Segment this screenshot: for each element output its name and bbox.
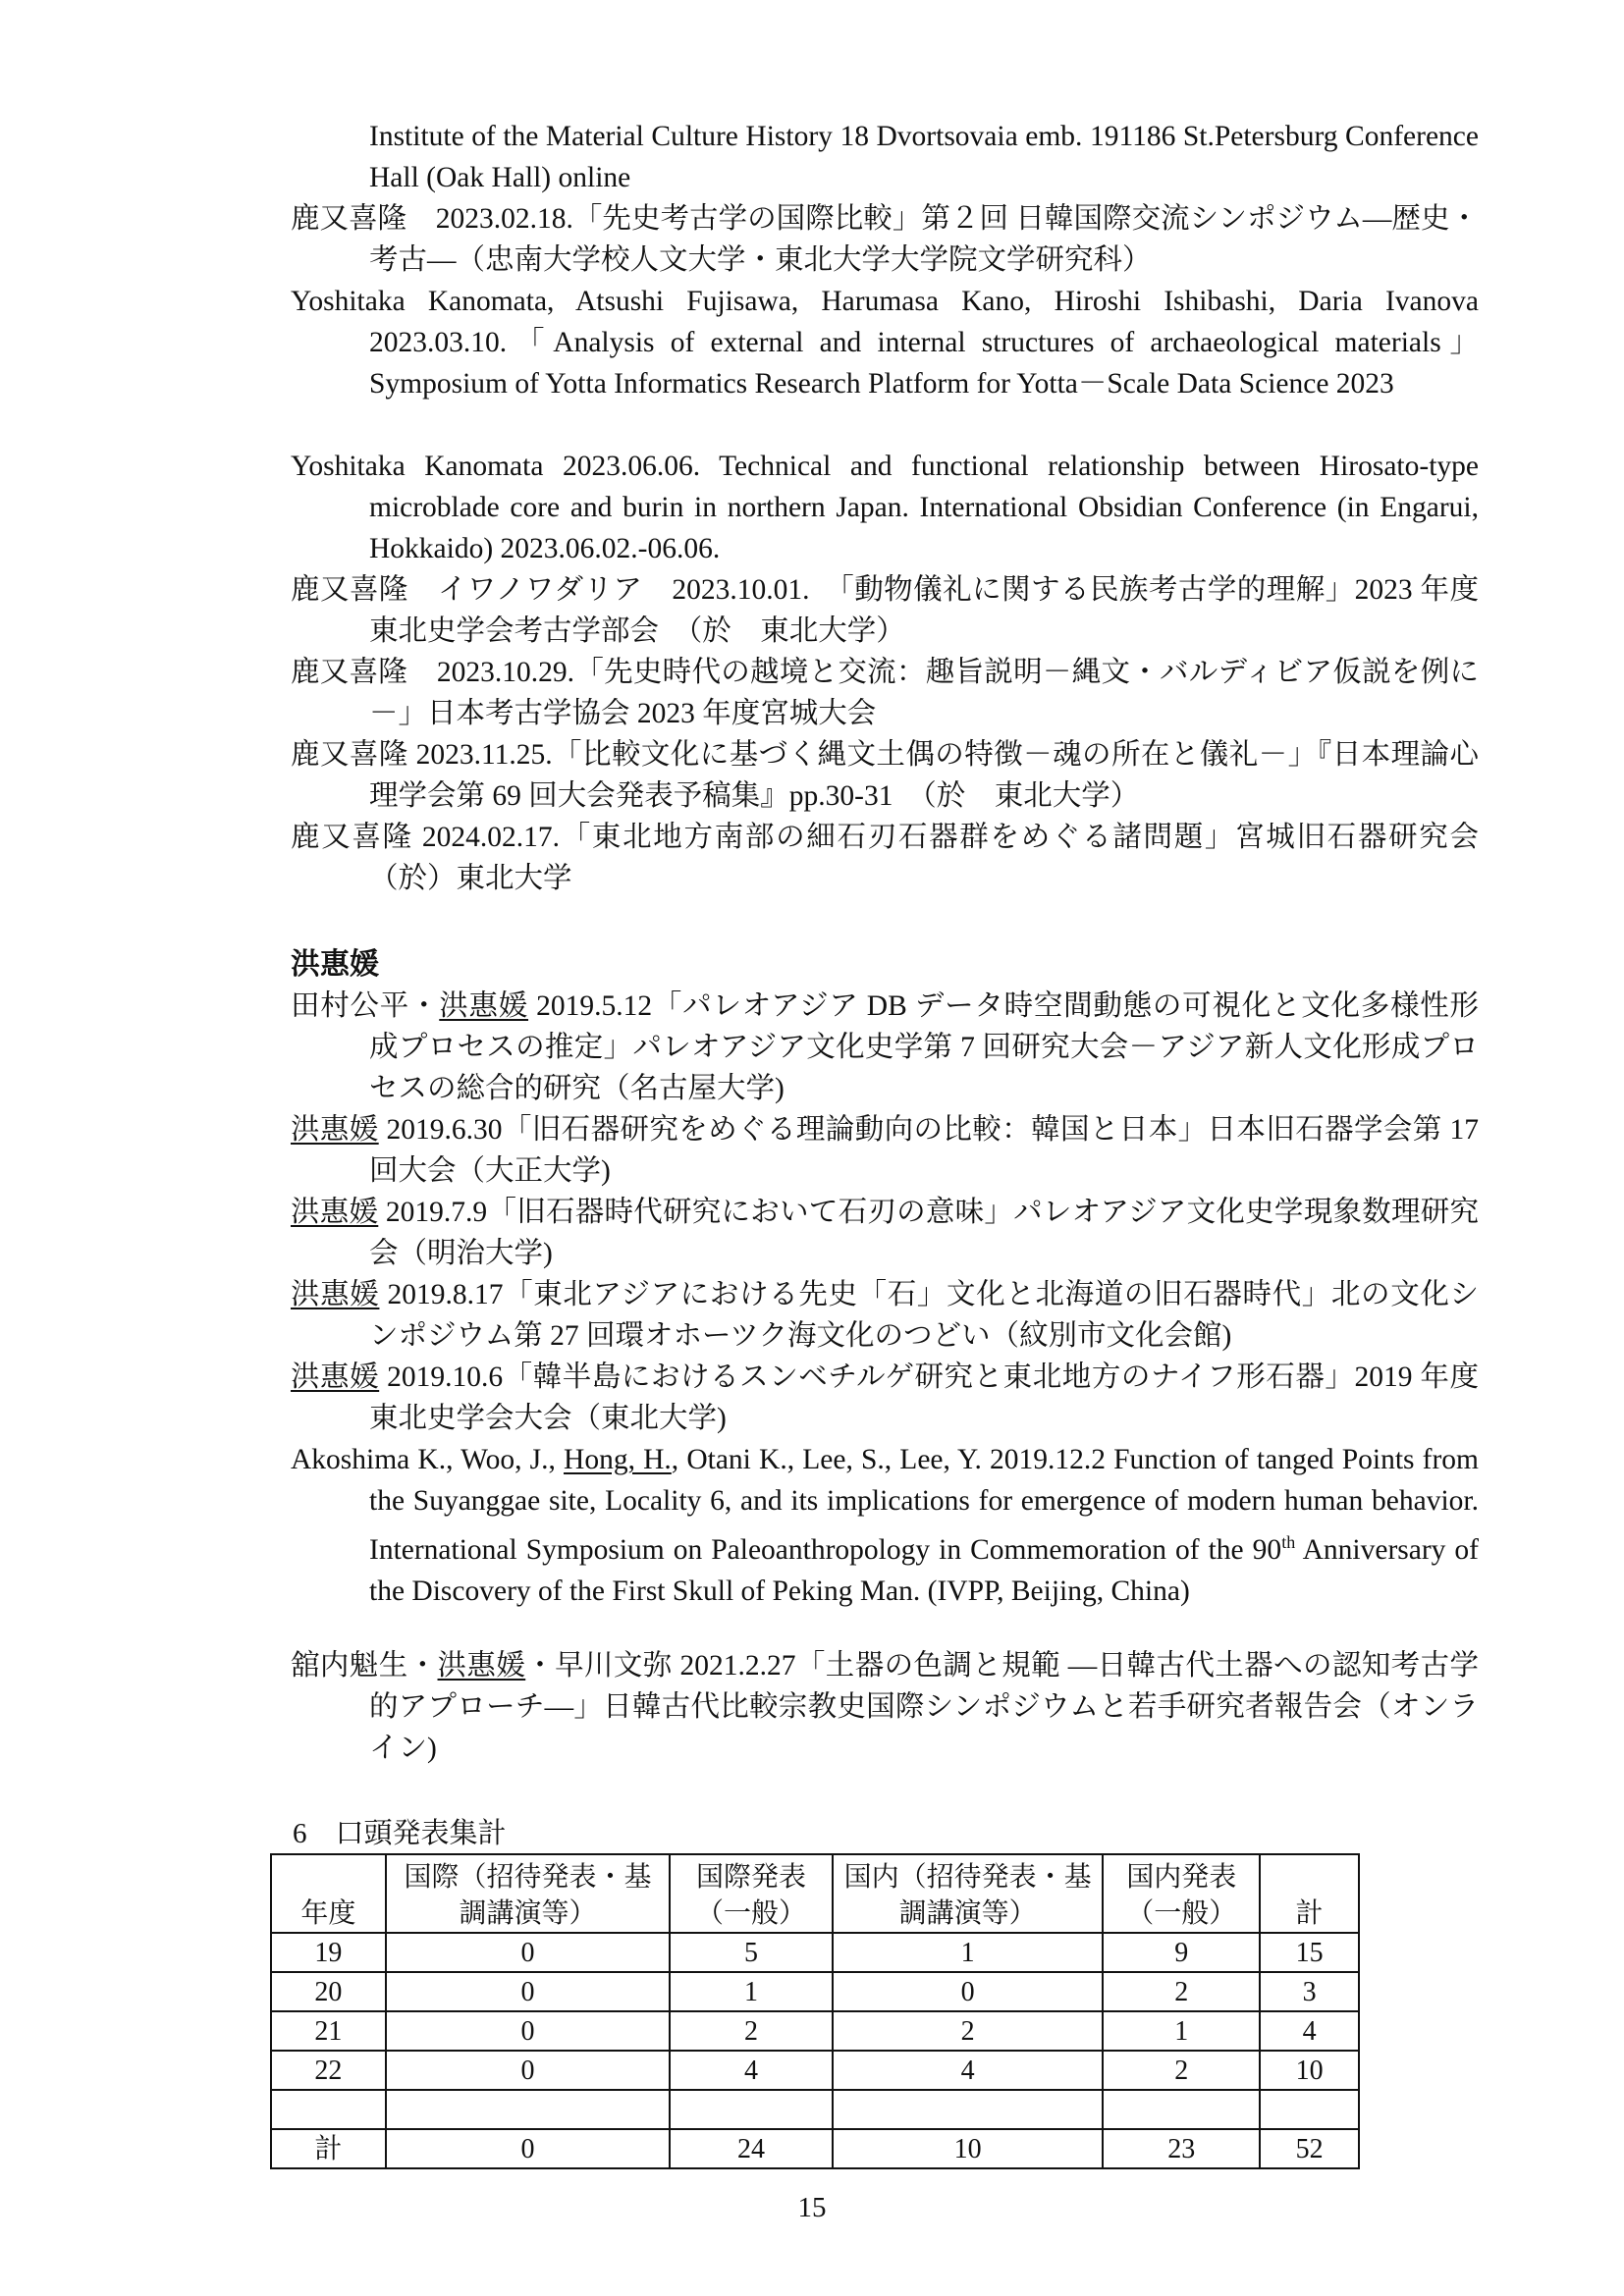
presentation-entry [291,1439,1479,1612]
table-cell [1103,2090,1260,2129]
entry-text: Institute of the Material Culture History 18 Dvortsovaia emb. 191186 St.Petersburg Conference Hall (Oak Hall) online [369,121,1479,193]
table-cell: 22 [271,2051,386,2090]
presentation-summary-table [270,1853,1360,2169]
table-cell: 計 [271,2129,386,2168]
presentation-entry [291,1645,1479,1769]
page-number: 15 [797,2192,827,2223]
header-cell: 国内（招待発表・基調講演等） [833,1854,1103,1933]
entry-text: 2019.7.9「旧石器時代研究において石刃の意味」パレオアジア文化史学現象数理研究会（明治大学) [369,1197,1479,1269]
underlined-author-name: 洪惠媛 [437,1650,526,1682]
underlined-author-name: Hong, H. [564,1444,672,1475]
superscript-text: th [1281,1532,1296,1552]
table-cell: 23 [1103,2129,1260,2168]
table-cell: 4 [670,2051,833,2090]
entry-text: 2019.8.17「東北アジアにおける先史「石」文化と北海道の旧石器時代」北の文化シンポジウム第 27 回環オホーツク海文化のつどい（紋別市文化会館) [369,1279,1479,1352]
table-cell: 5 [670,1933,833,1972]
entry-text: Anniversary of the Discovery of the First Skull of Peking Man. (IVPP, Beijing, China) [369,1533,1480,1607]
table-cell [670,2090,833,2129]
table-cell: 2 [1103,1972,1260,2011]
presentation-entry [291,817,1508,899]
entry-text: 鹿又喜隆 イワノワダリア 2023.10.01. 「動物儀礼に関する民族考古学的理解」2023 年度東北史学会考古学部会 （於 東北大学） [291,574,1479,647]
presentation-entry [291,1357,1479,1439]
table-cell [386,2090,670,2129]
entry-text: Yoshitaka Kanomata 2023.06.06. Technical and functional relationship between Hirosato-type microblade core and burin in northern Japan. International Obsidian Conference (in Engarui, Hokkaido) 2023.06.02.-06.06. [291,451,1479,564]
table-cell: 0 [386,2051,670,2090]
entry-text: 2019.10.6「韓半島におけるスンベチルゲ研究と東北地方のナイフ形石器」2019 年度東北史学会大会（東北大学) [369,1362,1479,1434]
table-cell: 2 [670,2011,833,2051]
table-cell: 24 [670,2129,833,2168]
presentation-entry [291,281,1479,404]
table-cell: 2 [1103,2051,1260,2090]
underlined-author-name: 洪惠媛 [439,990,529,1022]
table-cell: 52 [1260,2129,1359,2168]
table-cell: 4 [1260,2011,1359,2051]
entry-text: Yoshitaka Kanomata, Atsushi Fujisawa, Harumasa Kano, Hiroshi Ishibashi, Daria Ivanova 2023.03.10.「Analysis of external and internal structures of archaeological materials」Symposium of Yotta Informatics Research Platform for Yotta－Scale Data Science 2023 [291,286,1479,400]
table-cell: 4 [833,2051,1103,2090]
table-row [271,2051,1359,2090]
entry-text: Akoshima K., Woo, J., [291,1444,565,1475]
entry-text: 鹿又喜隆 2023.02.18.「先史考古学の国際比較」第２回 日韓国際交流シンポジウム―歴史・考古―（忠南大学校人文大学・東北大学大学院文学研究科） [291,203,1479,276]
table-cell: 1 [1103,2011,1260,2051]
table-cell: 0 [833,1972,1103,2011]
underlined-author-name: 洪惠媛 [291,1279,380,1310]
table-cell: 0 [386,2011,670,2051]
table-cell: 2 [833,2011,1103,2051]
table-row-empty [271,2090,1359,2129]
table-cell: 10 [1260,2051,1359,2090]
table-row [271,1933,1359,1972]
entry-continued-line [291,116,1479,198]
underlined-author-name: 洪惠媛 [291,1362,380,1393]
header-cell: 計 [1260,1854,1359,1933]
header-cell: 国内発表（一般） [1103,1854,1260,1933]
table-cell: 10 [833,2129,1103,2168]
entry-text: 田村公平・ [291,990,440,1022]
entry-text: 舘内魁生・ [291,1650,438,1682]
entry-text: 鹿又喜隆 2023.10.29.「先史時代の越境と交流：趣旨説明－縄文・バルディビア仮説を例に－」日本考古学協会 2023 年度宮城大会 [291,657,1479,729]
table-cell: 1 [833,1933,1103,1972]
table-row [271,2011,1359,2051]
table-cell [271,2090,386,2129]
header-cell: 年度 [271,1854,386,1933]
table-row [271,1972,1359,2011]
table-cell: 9 [1103,1933,1260,1972]
presentation-entry [291,1274,1479,1357]
table-total-row [271,2129,1359,2168]
underlined-author-name: 洪惠媛 [291,1197,379,1228]
header-cell: 国際（招待発表・基調講演等） [386,1854,670,1933]
table-cell: 20 [271,1972,386,2011]
entry-text: 2019.5.12「パレオアジア DB データ時空間動態の可視化と文化多様性形成プロセスの推定」パレオアジア文化史学第 7 回研究大会－アジア新人文化形成プロセスの総合的研究（名古屋大学) [369,990,1479,1104]
presentation-entry [291,1192,1479,1274]
entry-text: ・早川文弥 2021.2.27「土器の色調と規範 ―日韓古代土器への認知考古学的アプローチ―」日韓古代比較宗教史国際シンポジウムと若手研究者報告会（オンライン) [369,1650,1479,1764]
presentation-entry [291,652,1479,734]
presentation-entry [291,1109,1479,1192]
table-cell: 0 [386,1933,670,1972]
table-cell: 19 [271,1933,386,1972]
presentation-entry [291,734,1479,817]
table-cell: 0 [386,1972,670,2011]
table-cell: 1 [670,1972,833,2011]
table-caption: 6 口頭発表集計 [293,1818,507,1849]
entry-text: , Otani K., Lee, S., Lee, Y. 2019.12.2 Function of tanged Points from the Suyanggae site, Locality 6, and its implications for emergence of modern human behavior. International Symposium on Paleoanthropology in Commemoration of the 90 [369,1444,1479,1566]
presentation-entry [291,986,1479,1109]
table-cell [1260,2090,1359,2129]
table-cell: 0 [386,2129,670,2168]
table-cell: 3 [1260,1972,1359,2011]
header-cell: 国際発表（一般） [670,1854,833,1933]
underlined-author-name: 洪惠媛 [291,1114,379,1146]
presentation-entry [291,446,1479,569]
table-header-row [271,1854,1359,1933]
table-cell [833,2090,1103,2129]
entry-text: 鹿又喜隆 2023.11.25.「比較文化に基づく縄文土偶の特徴－魂の所在と儀礼－」『日本理論心理学会第 69 回大会発表予稿集』pp.30-31 （於 東北大学） [291,739,1479,812]
entry-text: 鹿又喜隆 2024.02.17.「東北地方南部の細石刃石器群をめぐる諸問題」宮城旧石器研究会 （於）東北大学 [291,822,1508,894]
section-heading: 洪惠媛 [291,948,379,981]
table-cell: 21 [271,2011,386,2051]
presentation-entry [291,569,1479,652]
presentation-entry [291,198,1479,281]
table-cell: 15 [1260,1933,1359,1972]
entry-text: 2019.6.30「旧石器研究をめぐる理論動向の比較：韓国と日本」日本旧石器学会第 17 回大会（大正大学) [369,1114,1479,1187]
